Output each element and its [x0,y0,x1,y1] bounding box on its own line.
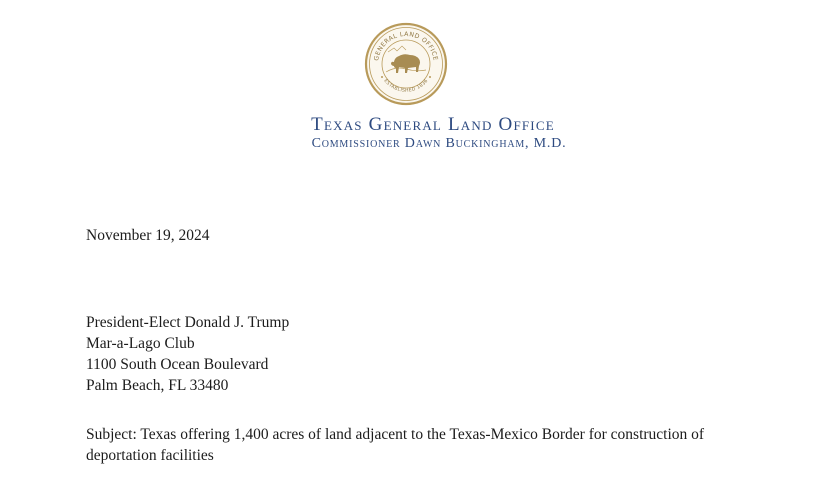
seal-bottom-text: ESTABLISHED 1836 [382,78,430,94]
texas-glo-seal-logo [364,22,448,106]
seal-top-text: GENERAL LAND OFFICE [373,30,439,62]
recipient-organization: Mar-a-Lago Club [86,335,195,352]
letter-date: November 19, 2024 [86,227,210,244]
recipient-name: President-Elect Donald J. Trump [86,314,290,331]
recipient-address-block [86,312,289,396]
subject-line: Subject: Texas offering 1,400 acres of land adjacent to the Texas-Mexico Border for construction of deportation facilities [86,426,705,464]
recipient-street: 1100 South Ocean Boulevard [86,356,269,373]
office-name-heading: Texas General Land Office [311,114,555,135]
recipient-city-state-zip: Palm Beach, FL 33480 [86,377,229,394]
commissioner-subheading: Commissioner Dawn Buckingham, M.D. [311,136,567,151]
